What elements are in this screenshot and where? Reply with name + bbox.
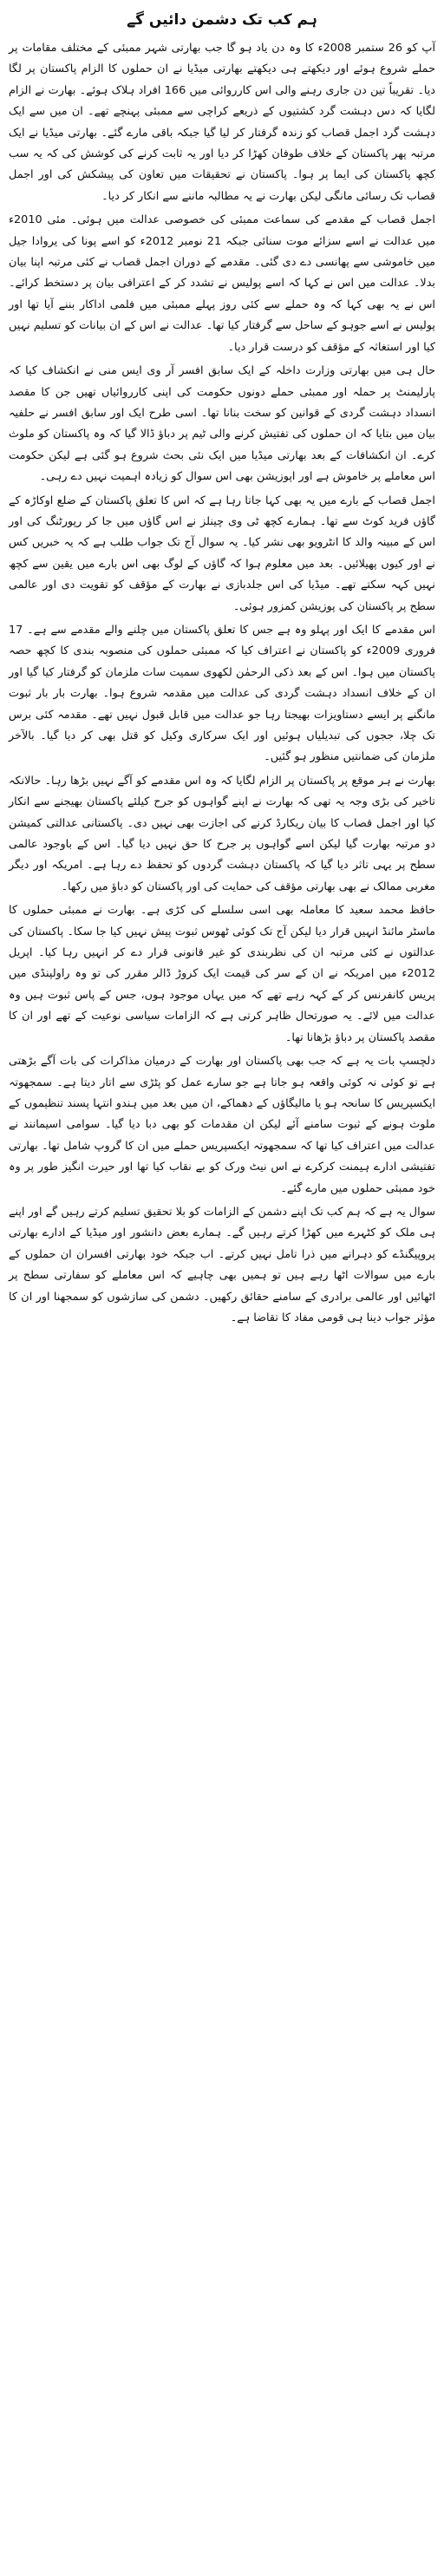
article-paragraph: اجمل قصاب کے بارے میں یہ بھی کہا جاتا رہا ہے کہ اس کا تعلق پاکستان کے ضلع اوکاڑہ کے گاؤں فرید کوٹ سے تھا۔ ہمارے کچھ ٹی وی چینلز نے اس گاؤں میں جا کر رپورٹنگ کی اور اس کے مبینہ والد کا انٹرویو بھی نشر کیا۔ یہ سوال آج تک جواب طلب ہے کہ یہ خبریں کس نے اور کیوں پھیلائیں۔ بعد میں معلوم ہوا کہ گاؤں کے لوگ بھی اس بارے میں یقین سے کچھ نہیں کہہ سکتے تھے۔ میڈیا کی اس جلدبازی نے بھارت کے مؤقف کو تقویت دی اور عالمی سطح پر پاکستان کی پوزیشن کمزور ہوئی۔ <box>9 494 435 613</box>
article-paragraph: اجمل قصاب کے مقدمے کی سماعت ممبئی کی خصوصی عدالت میں ہوئی۔ مئی 2010ء میں عدالت نے اسے سزائے موت سنائی جبکہ 21 نومبر 2012ء کو اسے پونا کی یروادا جیل میں خاموشی سے پھانسی دے دی گئی۔ مقدمے کے دوران اجمل قصاب نے کئی مرتبہ اپنا بیان بدلا۔ عدالت میں اس نے کہا کہ اسے پولیس نے تشدد کر کے اعترافی بیان پر دستخط کرائے۔ اس نے یہ بھی کہا کہ وہ حملے سے کئی روز پہلے ممبئی میں فلمی اداکار بننے آیا تھا اور پولیس نے اسے جوہو کے ساحل سے گرفتار کیا تھا۔ عدالت نے اس کے ان بیانات کو تسلیم نہیں کیا اور استغاثہ کے مؤقف کو درست قرار دیا۔ <box>9 213 436 354</box>
article-paragraph: حافظ محمد سعید کا معاملہ بھی اسی سلسلے کی کڑی ہے۔ بھارت نے ممبئی حملوں کا ماسٹر مائنڈ انہیں قرار دیا لیکن آج تک کوئی ٹھوس ثبوت پیش نہیں کیا جا سکا۔ پاکستان کی عدالتوں نے کئی مرتبہ ان کی نظربندی کو غیر قانونی قرار دے کر انہیں رہا کیا۔ اپریل 2012ء میں امریکہ نے ان کے سر کی قیمت ایک کروڑ ڈالر مقرر کی تو وہ راولپنڈی میں پریس کانفرنس کر کے کہہ رہے تھے کہ میں یہاں موجود ہوں، جس کے پاس ثبوت ہیں وہ عدالت میں لائے۔ یہ صورتحال ظاہر کرتی ہے کہ الزامات سیاسی نوعیت کے تھے اور ان کا مقصد پاکستان پر دباؤ بڑھانا تھا۔ <box>9 904 435 1044</box>
article-paragraph: دلچسپ بات یہ ہے کہ جب بھی پاکستان اور بھارت کے درمیان مذاکرات کی بات آگے بڑھتی ہے تو کوئی نہ کوئی واقعہ ہو جاتا ہے جو سارے عمل کو پٹڑی سے اتار دیتا ہے۔ سمجھوتہ ایکسپریس کا سانحہ ہو یا مالیگاؤں کے دھماکے، ان میں بعد میں ہندو انتہا پسند تنظیموں کے ملوث ہونے کے ثبوت سامنے آئے لیکن ان مقدمات کو بھی دبا دیا گیا۔ سوامی اسیمانند نے عدالت میں اعتراف کیا تھا کہ سمجھوتہ ایکسپریس حملے میں ان کا گروپ شامل تھا۔ بھارتی تفتیشی ادارے ہیمنت کرکرے نے اس نیٹ ورک کو بے نقاب کیا تھا اور حیرت انگیز طور پر وہ خود ممبئی حملوں میں مارے گئے۔ <box>9 1055 435 1195</box>
article-paragraph: حال ہی میں بھارتی وزارت داخلہ کے ایک سابق افسر آر وی ایس منی نے انکشاف کیا کہ پارلیمنٹ پر حملہ اور ممبئی حملے دونوں حکومت کی اپنی کارروائیاں تھیں جن کا مقصد انسداد دہشت گردی کے قوانین کو سخت بنانا تھا۔ اسی طرح ایک اور سابق افسر نے حلفیہ بیان میں بتایا کہ ان حملوں کی تفتیش کرنے والی ٹیم پر دباؤ ڈالا گیا کہ وہ پاکستان کو ملوث کرے۔ ان انکشافات کے بعد بھارتی میڈیا میں ایک نئی بحث شروع ہو گئی ہے لیکن حکومت اس معاملے پر خاموش ہے اور اپوزیشن بھی اس سوال کو زیادہ اہمیت نہیں دے رہی۔ <box>9 364 435 484</box>
article-paragraph: سوال یہ ہے کہ ہم کب تک اپنے دشمن کے الزامات کو بلا تحقیق تسلیم کرتے رہیں گے اور اپنے ہی ملک کو کٹہرے میں کھڑا کرتے رہیں گے۔ ہمارے بعض دانشور اور میڈیا کے ادارے بھارتی پروپیگنڈے کو دہرانے میں ذرا تامل نہیں کرتے۔ اب جبکہ خود بھارتی افسران ان حملوں کے بارے میں سوالات اٹھا رہے ہیں تو ہمیں بھی چاہیے کہ اس معاملے کو سفارتی سطح پر اٹھائیں اور عالمی برادری کے سامنے حقائق رکھیں۔ دشمن کی سازشوں کو سمجھنا اور ان کا مؤثر جواب دینا ہی قومی مفاد کا تقاضا ہے۔ <box>9 1205 435 1324</box>
article-body <box>9 38 435 1329</box>
article-paragraph: آپ کو 26 ستمبر 2008ء کا وہ دن یاد ہو گا جب بھارتی شہر ممبئی کے مختلف مقامات پر حملے شروع ہوئے اور دیکھتے ہی دیکھتے بھارتی میڈیا نے ان حملوں کا الزام پاکستان پر لگا دیا۔ تقریباً تین دن جاری رہنے والی اس کارروائی میں 166 افراد ہلاک ہوئے۔ بھارت نے الزام لگایا کہ دس دہشت گرد کشتیوں کے ذریعے کراچی سے ممبئی پہنچے تھے۔ ان میں سے ایک دہشت گرد اجمل قصاب کو زندہ گرفتار کر لیا گیا جبکہ باقی مارے گئے۔ بھارتی میڈیا نے ایک مرتبہ پھر پاکستان کے خلاف طوفان کھڑا کر دیا اور یہ ثابت کرنے کی کوشش کی کہ یہ سب کچھ پاکستان کی ایما پر ہوا۔ پاکستان نے تحقیقات میں تعاون کی پیشکش کی اور اجمل قصاب تک رسائی مانگی لیکن بھارت نے یہ مطالبہ ماننے سے انکار کر دیا۔ <box>9 42 436 203</box>
article-paragraph: بھارت نے ہر موقع پر پاکستان پر الزام لگایا کہ وہ اس مقدمے کو آگے نہیں بڑھا رہا۔ حالانکہ تاخیر کی بڑی وجہ یہ تھی کہ بھارت نے اپنے گواہوں کو جرح کیلئے پاکستان بھیجنے سے انکار کیا اور اجمل قصاب کا بیان ریکارڈ کرنے کی اجازت بھی نہیں دی۔ پاکستانی عدالتی کمیشن دو مرتبہ بھارت گیا لیکن اسے گواہوں پر جرح کا حق نہیں دیا گیا۔ اس کے باوجود عالمی سطح پر یہی تاثر دیا گیا کہ پاکستان دہشت گردوں کو تحفظ دے رہا ہے۔ امریکہ اور دیگر مغربی ممالک نے بھی بھارتی مؤقف کی حمایت کی اور پاکستان کو دباؤ میں رکھا۔ <box>9 774 435 893</box>
article-title: ہم کب تک دشمن دائیں گے <box>127 11 317 29</box>
article-paragraph: اس مقدمے کا ایک اور پہلو وہ ہے جس کا تعلق پاکستان میں چلنے والے مقدمے سے ہے۔ 17 فروری 2009ء کو پاکستان نے اعتراف کیا کہ ممبئی حملوں کی منصوبہ بندی کا کچھ حصہ پاکستان میں ہوا۔ اس کے بعد ذکی الرحمٰن لکھوی سمیت سات ملزمان کو گرفتار کیا گیا اور ان کے خلاف انسداد دہشت گردی کی عدالت میں مقدمہ شروع ہوا۔ بھارت بار بار ثبوت مانگنے پر ایسے دستاویزات بھیجتا رہا جو عدالت میں قابل قبول نہیں تھے۔ مقدمہ کئی برس تک چلا، ججوں کی تبدیلیاں ہوئیں اور ایک سرکاری وکیل کو قتل بھی کر دیا گیا۔ بالآخر ملزمان کی ضمانتیں منظور ہو گئیں۔ <box>9 623 436 764</box>
